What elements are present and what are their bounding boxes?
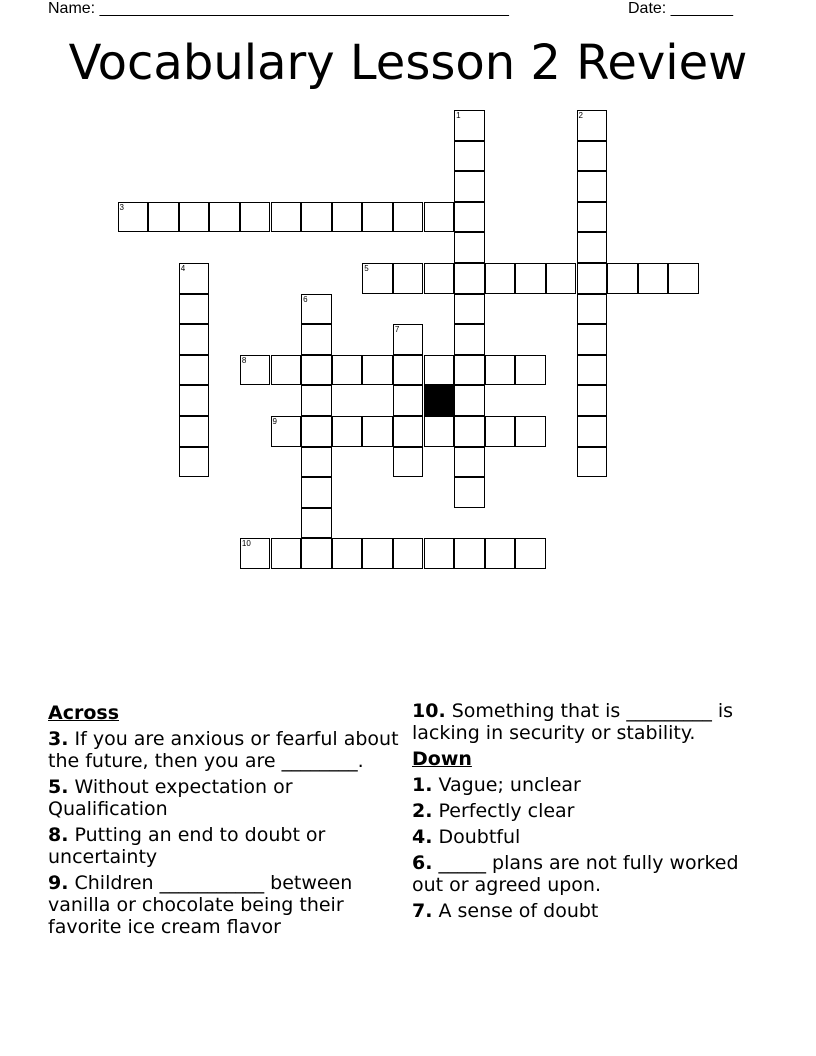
grid-cell[interactable] (577, 447, 608, 478)
grid-cell[interactable] (577, 416, 608, 447)
grid-cell[interactable] (424, 263, 455, 294)
grid-cell[interactable] (577, 385, 608, 416)
grid-cell[interactable] (301, 447, 332, 478)
grid-cell[interactable] (362, 538, 393, 569)
grid-cell[interactable] (118, 202, 149, 233)
grid-cell[interactable] (179, 416, 210, 447)
grid-cell[interactable] (577, 232, 608, 263)
grid-cell[interactable] (393, 538, 424, 569)
clue-down-2: 2. Perfectly clear (412, 800, 575, 822)
black-square (424, 385, 455, 416)
grid-cell[interactable] (454, 538, 485, 569)
grid-cell[interactable] (577, 141, 608, 172)
grid-cell[interactable] (424, 416, 455, 447)
page-title: Vocabulary Lesson 2 Review (68, 35, 748, 91)
grid-cell[interactable] (179, 263, 210, 294)
grid-cell[interactable] (148, 202, 179, 233)
clue-number-label: 10 (241, 539, 251, 549)
grid-cell[interactable] (332, 416, 363, 447)
grid-cell[interactable] (454, 355, 485, 386)
clue-across-10: 10. Something that is _________ is lacking in security or stability. (412, 700, 734, 744)
grid-cell[interactable] (515, 538, 546, 569)
grid-cell[interactable] (424, 355, 455, 386)
grid-cell[interactable] (393, 355, 424, 386)
clue-number-label: 7 (394, 325, 400, 335)
grid-cell[interactable] (301, 202, 332, 233)
grid-cell[interactable] (332, 202, 363, 233)
grid-cell[interactable] (638, 263, 669, 294)
grid-cell[interactable] (424, 202, 455, 233)
clues-column-right (412, 700, 762, 926)
grid-cell[interactable] (454, 447, 485, 478)
grid-cell[interactable] (454, 385, 485, 416)
grid-cell[interactable] (179, 385, 210, 416)
grid-cell[interactable] (546, 263, 577, 294)
grid-cell[interactable] (393, 202, 424, 233)
clues-column-left (48, 700, 404, 942)
grid-cell[interactable] (485, 263, 516, 294)
grid-cell[interactable] (577, 355, 608, 386)
grid-cell[interactable] (301, 477, 332, 508)
grid-cell[interactable] (485, 538, 516, 569)
grid-cell[interactable] (454, 263, 485, 294)
grid-cell[interactable] (362, 355, 393, 386)
clue-number-label: 9 (272, 417, 277, 426)
grid-cell[interactable] (485, 355, 516, 386)
grid-cell[interactable] (577, 110, 608, 141)
grid-cell[interactable] (240, 355, 271, 386)
grid-cell[interactable] (577, 171, 608, 202)
grid-cell[interactable] (179, 324, 210, 355)
grid-cell[interactable] (240, 202, 271, 233)
grid-cell[interactable] (515, 416, 546, 447)
grid-cell[interactable] (577, 202, 608, 233)
grid-cell[interactable] (301, 385, 332, 416)
name-label: Name: (48, 0, 96, 17)
clue-number-label: 6 (303, 294, 308, 304)
grid-cell[interactable] (454, 324, 485, 355)
grid-cell[interactable] (301, 294, 332, 325)
grid-cell[interactable] (332, 355, 363, 386)
grid-cell[interactable] (393, 324, 424, 355)
grid-cell[interactable] (271, 416, 302, 447)
grid-cell[interactable] (668, 263, 699, 294)
grid-cell[interactable] (179, 294, 210, 325)
down-heading: Down (412, 748, 472, 770)
grid-cell[interactable] (271, 202, 302, 233)
clue-down-6: 6. _____ plans are not fully worked out or agreed upon. (412, 852, 739, 896)
grid-cell[interactable] (454, 110, 485, 141)
clue-number-label: 2 (578, 111, 583, 120)
clue-number-label: 8 (241, 355, 247, 365)
grid-cell[interactable] (454, 232, 485, 263)
clue-across-5: 5. Without expectation or Qualification (48, 776, 293, 820)
grid-cell[interactable] (301, 355, 332, 386)
name-blank[interactable]: ______________________________________________ (99, 0, 509, 17)
grid-cell[interactable] (454, 294, 485, 325)
grid-cell[interactable] (271, 355, 302, 386)
grid-cell[interactable] (424, 538, 455, 569)
grid-cell[interactable] (301, 324, 332, 355)
grid-cell[interactable] (301, 538, 332, 569)
date-label: Date: (628, 0, 667, 17)
clue-across-9: 9. Children ___________ between vanilla or chocolate being their favorite ice cream flavor (48, 872, 353, 938)
grid-cell[interactable] (362, 416, 393, 447)
grid-cell[interactable] (179, 202, 210, 233)
grid-cell[interactable] (454, 141, 485, 172)
grid-cell[interactable] (454, 416, 485, 447)
grid-cell[interactable] (577, 263, 608, 294)
across-heading: Across (48, 702, 120, 724)
grid-cell[interactable] (393, 385, 424, 416)
grid-cell[interactable] (515, 263, 546, 294)
grid-cell[interactable] (454, 202, 485, 233)
grid-cell[interactable] (577, 324, 608, 355)
grid-cell[interactable] (209, 202, 240, 233)
grid-cell[interactable] (271, 538, 302, 569)
clue-number-label: 1 (456, 111, 461, 120)
clue-number-label: 3 (119, 202, 124, 212)
grid-cell[interactable] (393, 416, 424, 447)
clue-number-label: 5 (364, 264, 369, 273)
grid-cell[interactable] (332, 538, 363, 569)
grid-cell[interactable] (607, 263, 638, 294)
grid-cell[interactable] (301, 508, 332, 539)
grid-cell[interactable] (454, 477, 485, 508)
clue-down-4: 4. Doubtful (412, 826, 521, 848)
grid-cell[interactable] (577, 294, 608, 325)
grid-cell[interactable] (240, 538, 271, 569)
clue-across-3: 3. If you are anxious or fearful about the future, then you are ________. (48, 728, 399, 772)
clue-across-8: 8. Putting an end to doubt or uncertainty (48, 824, 326, 868)
grid-cell[interactable] (362, 263, 393, 294)
grid-cell[interactable] (301, 416, 332, 447)
grid-cell[interactable] (485, 416, 516, 447)
grid-cell[interactable] (393, 447, 424, 478)
date-blank[interactable]: _______ (670, 0, 733, 17)
grid-cell[interactable] (362, 202, 393, 233)
grid-cell[interactable] (515, 355, 546, 386)
clue-down-1: 1. Vague; unclear (412, 774, 581, 796)
grid-cell[interactable] (179, 447, 210, 478)
grid-cell[interactable] (393, 263, 424, 294)
grid-cell[interactable] (179, 355, 210, 386)
grid-cell[interactable] (454, 171, 485, 202)
clue-down-7: 7. A sense of doubt (412, 900, 599, 922)
clue-number-label: 4 (180, 264, 186, 273)
